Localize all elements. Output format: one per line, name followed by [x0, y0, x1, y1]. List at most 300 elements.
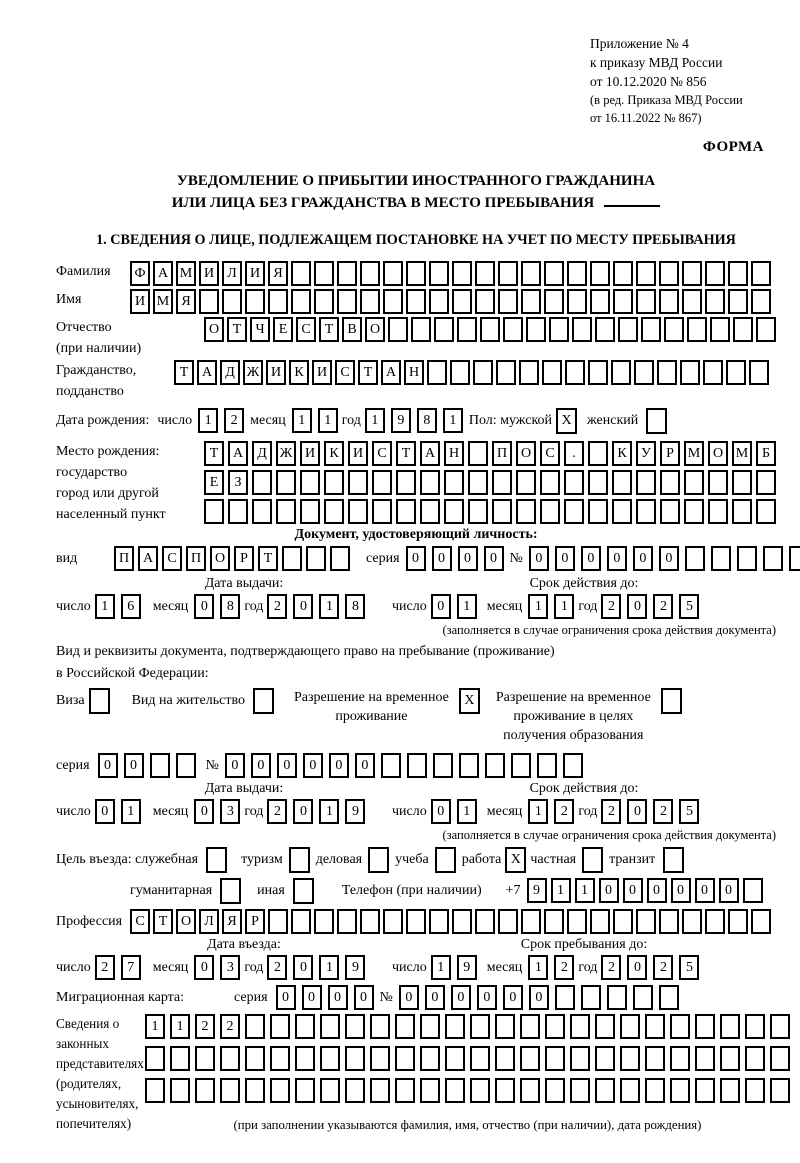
- char-cell[interactable]: С: [296, 317, 316, 342]
- char-cell[interactable]: 0: [225, 753, 245, 778]
- char-cell[interactable]: [751, 261, 771, 286]
- char-cell[interactable]: 1: [457, 799, 477, 824]
- char-cell[interactable]: [636, 909, 656, 934]
- char-cell[interactable]: [590, 261, 610, 286]
- char-cell[interactable]: [751, 909, 771, 934]
- char-cell[interactable]: [468, 470, 488, 495]
- char-cell[interactable]: 0: [302, 985, 322, 1010]
- char-cell[interactable]: [337, 909, 357, 934]
- char-cell[interactable]: 1: [365, 408, 385, 433]
- char-cell[interactable]: [511, 753, 531, 778]
- char-cell[interactable]: [245, 1014, 265, 1039]
- char-cell[interactable]: 0: [647, 878, 667, 903]
- char-cell[interactable]: 6: [121, 594, 141, 619]
- char-cell[interactable]: К: [324, 441, 344, 466]
- char-cell[interactable]: 0: [671, 878, 691, 903]
- char-cell[interactable]: [220, 1046, 240, 1071]
- char-cell[interactable]: Ч: [250, 317, 270, 342]
- residence-issue-month-cells[interactable]: [194, 799, 240, 824]
- char-cell[interactable]: [595, 317, 615, 342]
- char-cell[interactable]: С: [540, 441, 560, 466]
- char-cell[interactable]: [726, 360, 746, 385]
- residence-expiry-day-cells[interactable]: [431, 799, 477, 824]
- char-cell[interactable]: [498, 289, 518, 314]
- char-cell[interactable]: [314, 261, 334, 286]
- issue-day-cells[interactable]: [95, 594, 141, 619]
- purpose-business-checkbox[interactable]: [368, 847, 389, 873]
- char-cell[interactable]: [682, 261, 702, 286]
- char-cell[interactable]: П: [492, 441, 512, 466]
- doc-series-cells[interactable]: [406, 546, 504, 571]
- char-cell[interactable]: [703, 360, 723, 385]
- char-cell[interactable]: [388, 317, 408, 342]
- stay-day-cells[interactable]: [431, 955, 477, 980]
- char-cell[interactable]: О: [210, 546, 230, 571]
- purpose-work-checkbox[interactable]: X: [505, 847, 526, 873]
- char-cell[interactable]: Д: [252, 441, 272, 466]
- char-cell[interactable]: [220, 1078, 240, 1103]
- char-cell[interactable]: [680, 360, 700, 385]
- char-cell[interactable]: [612, 470, 632, 495]
- char-cell[interactable]: [445, 1014, 465, 1039]
- phone-cells[interactable]: [527, 878, 763, 903]
- char-cell[interactable]: [710, 317, 730, 342]
- char-cell[interactable]: [270, 1014, 290, 1039]
- char-cell[interactable]: Ф: [130, 261, 150, 286]
- char-cell[interactable]: Я: [222, 909, 242, 934]
- char-cell[interactable]: [276, 499, 296, 524]
- char-cell[interactable]: [636, 499, 656, 524]
- char-cell[interactable]: П: [186, 546, 206, 571]
- char-cell[interactable]: [588, 499, 608, 524]
- birth-place-cells-3[interactable]: [204, 499, 776, 524]
- residence-permit-checkbox[interactable]: [253, 688, 274, 714]
- char-cell[interactable]: С: [130, 909, 150, 934]
- char-cell[interactable]: 0: [484, 546, 504, 571]
- char-cell[interactable]: [728, 289, 748, 314]
- char-cell[interactable]: 0: [627, 594, 647, 619]
- char-cell[interactable]: [520, 1014, 540, 1039]
- char-cell[interactable]: 2: [267, 799, 287, 824]
- char-cell[interactable]: И: [300, 441, 320, 466]
- purpose-tourism-checkbox[interactable]: [289, 847, 310, 873]
- char-cell[interactable]: [450, 360, 470, 385]
- char-cell[interactable]: [406, 909, 426, 934]
- patronymic-cells[interactable]: [204, 317, 776, 342]
- char-cell[interactable]: [348, 499, 368, 524]
- char-cell[interactable]: А: [197, 360, 217, 385]
- char-cell[interactable]: Т: [396, 441, 416, 466]
- char-cell[interactable]: [337, 261, 357, 286]
- char-cell[interactable]: 0: [633, 546, 653, 571]
- purpose-private-checkbox[interactable]: [582, 847, 603, 873]
- char-cell[interactable]: [695, 1046, 715, 1071]
- char-cell[interactable]: 0: [627, 799, 647, 824]
- char-cell[interactable]: 0: [329, 753, 349, 778]
- char-cell[interactable]: [176, 753, 196, 778]
- char-cell[interactable]: 2: [601, 594, 621, 619]
- char-cell[interactable]: [682, 909, 702, 934]
- char-cell[interactable]: [519, 360, 539, 385]
- birth-month-cells[interactable]: [292, 408, 338, 433]
- char-cell[interactable]: [268, 909, 288, 934]
- char-cell[interactable]: [613, 261, 633, 286]
- temp-residence-edu-checkbox[interactable]: [661, 688, 682, 714]
- char-cell[interactable]: [521, 261, 541, 286]
- purpose-official-checkbox[interactable]: [206, 847, 227, 873]
- entry-month-cells[interactable]: [194, 955, 240, 980]
- char-cell[interactable]: Т: [258, 546, 278, 571]
- char-cell[interactable]: [372, 499, 392, 524]
- char-cell[interactable]: 0: [354, 985, 374, 1010]
- char-cell[interactable]: [659, 289, 679, 314]
- char-cell[interactable]: [695, 1078, 715, 1103]
- char-cell[interactable]: М: [732, 441, 752, 466]
- char-cell[interactable]: [170, 1046, 190, 1071]
- birth-day-cells[interactable]: [198, 408, 244, 433]
- char-cell[interactable]: [789, 546, 800, 571]
- char-cell[interactable]: К: [612, 441, 632, 466]
- char-cell[interactable]: [737, 546, 757, 571]
- char-cell[interactable]: [645, 1078, 665, 1103]
- char-cell[interactable]: 3: [220, 955, 240, 980]
- char-cell[interactable]: Л: [199, 909, 219, 934]
- char-cell[interactable]: 2: [220, 1014, 240, 1039]
- char-cell[interactable]: [620, 1014, 640, 1039]
- char-cell[interactable]: 0: [431, 594, 451, 619]
- char-cell[interactable]: [470, 1046, 490, 1071]
- char-cell[interactable]: [498, 261, 518, 286]
- char-cell[interactable]: [360, 289, 380, 314]
- char-cell[interactable]: 0: [251, 753, 271, 778]
- char-cell[interactable]: [545, 1078, 565, 1103]
- char-cell[interactable]: 1: [431, 955, 451, 980]
- char-cell[interactable]: 5: [679, 955, 699, 980]
- char-cell[interactable]: [470, 1014, 490, 1039]
- char-cell[interactable]: [537, 753, 557, 778]
- char-cell[interactable]: [199, 289, 219, 314]
- char-cell[interactable]: 1: [318, 408, 338, 433]
- char-cell[interactable]: [395, 1014, 415, 1039]
- char-cell[interactable]: И: [348, 441, 368, 466]
- char-cell[interactable]: 8: [220, 594, 240, 619]
- char-cell[interactable]: 1: [198, 408, 218, 433]
- char-cell[interactable]: В: [342, 317, 362, 342]
- char-cell[interactable]: [620, 1078, 640, 1103]
- char-cell[interactable]: 3: [220, 799, 240, 824]
- char-cell[interactable]: [545, 1014, 565, 1039]
- char-cell[interactable]: [732, 470, 752, 495]
- char-cell[interactable]: [204, 499, 224, 524]
- char-cell[interactable]: [452, 289, 472, 314]
- char-cell[interactable]: И: [245, 261, 265, 286]
- char-cell[interactable]: [567, 261, 587, 286]
- char-cell[interactable]: [222, 289, 242, 314]
- char-cell[interactable]: 0: [529, 546, 549, 571]
- char-cell[interactable]: [498, 909, 518, 934]
- char-cell[interactable]: 8: [345, 594, 365, 619]
- char-cell[interactable]: 9: [527, 878, 547, 903]
- char-cell[interactable]: [745, 1046, 765, 1071]
- char-cell[interactable]: 0: [277, 753, 297, 778]
- char-cell[interactable]: [542, 360, 562, 385]
- expiry-day-cells[interactable]: [431, 594, 477, 619]
- char-cell[interactable]: [705, 261, 725, 286]
- char-cell[interactable]: [145, 1046, 165, 1071]
- profession-cells[interactable]: [130, 909, 771, 934]
- char-cell[interactable]: [588, 360, 608, 385]
- char-cell[interactable]: Т: [174, 360, 194, 385]
- char-cell[interactable]: 0: [355, 753, 375, 778]
- char-cell[interactable]: О: [176, 909, 196, 934]
- char-cell[interactable]: [383, 289, 403, 314]
- char-cell[interactable]: [613, 909, 633, 934]
- char-cell[interactable]: С: [335, 360, 355, 385]
- char-cell[interactable]: [480, 317, 500, 342]
- char-cell[interactable]: С: [372, 441, 392, 466]
- char-cell[interactable]: 0: [293, 955, 313, 980]
- char-cell[interactable]: [636, 261, 656, 286]
- char-cell[interactable]: 1: [95, 594, 115, 619]
- char-cell[interactable]: 0: [529, 985, 549, 1010]
- char-cell[interactable]: М: [176, 261, 196, 286]
- char-cell[interactable]: [370, 1078, 390, 1103]
- char-cell[interactable]: 0: [623, 878, 643, 903]
- char-cell[interactable]: [291, 261, 311, 286]
- char-cell[interactable]: 2: [554, 799, 574, 824]
- char-cell[interactable]: А: [153, 261, 173, 286]
- stay-year-cells[interactable]: [601, 955, 699, 980]
- char-cell[interactable]: 1: [528, 594, 548, 619]
- residence-issue-day-cells[interactable]: [95, 799, 141, 824]
- purpose-study-checkbox[interactable]: [435, 847, 456, 873]
- char-cell[interactable]: Ж: [243, 360, 263, 385]
- char-cell[interactable]: [485, 753, 505, 778]
- char-cell[interactable]: 0: [431, 799, 451, 824]
- char-cell[interactable]: [495, 1014, 515, 1039]
- visa-checkbox[interactable]: [89, 688, 110, 714]
- representatives-cells-1[interactable]: [145, 1014, 790, 1039]
- char-cell[interactable]: [406, 289, 426, 314]
- char-cell[interactable]: [581, 985, 601, 1010]
- char-cell[interactable]: Б: [756, 441, 776, 466]
- char-cell[interactable]: 0: [503, 985, 523, 1010]
- char-cell[interactable]: [383, 261, 403, 286]
- char-cell[interactable]: [381, 753, 401, 778]
- expiry-month-cells[interactable]: [528, 594, 574, 619]
- char-cell[interactable]: [268, 289, 288, 314]
- char-cell[interactable]: А: [138, 546, 158, 571]
- migration-series-cells[interactable]: [276, 985, 374, 1010]
- char-cell[interactable]: [685, 546, 705, 571]
- char-cell[interactable]: [295, 1046, 315, 1071]
- char-cell[interactable]: О: [204, 317, 224, 342]
- char-cell[interactable]: 0: [98, 753, 118, 778]
- char-cell[interactable]: [770, 1014, 790, 1039]
- firstname-cells[interactable]: [130, 289, 771, 314]
- char-cell[interactable]: 5: [679, 799, 699, 824]
- char-cell[interactable]: [420, 470, 440, 495]
- char-cell[interactable]: [684, 470, 704, 495]
- char-cell[interactable]: 0: [695, 878, 715, 903]
- char-cell[interactable]: [324, 499, 344, 524]
- char-cell[interactable]: 1: [170, 1014, 190, 1039]
- char-cell[interactable]: [749, 360, 769, 385]
- purpose-transit-checkbox[interactable]: [663, 847, 684, 873]
- char-cell[interactable]: [521, 909, 541, 934]
- char-cell[interactable]: 2: [653, 594, 673, 619]
- char-cell[interactable]: [314, 909, 334, 934]
- char-cell[interactable]: [544, 289, 564, 314]
- char-cell[interactable]: 0: [293, 594, 313, 619]
- char-cell[interactable]: И: [266, 360, 286, 385]
- char-cell[interactable]: [633, 985, 653, 1010]
- char-cell[interactable]: Т: [153, 909, 173, 934]
- char-cell[interactable]: [170, 1078, 190, 1103]
- char-cell[interactable]: 1: [575, 878, 595, 903]
- char-cell[interactable]: Р: [234, 546, 254, 571]
- char-cell[interactable]: [396, 470, 416, 495]
- char-cell[interactable]: [452, 909, 472, 934]
- char-cell[interactable]: [330, 546, 350, 571]
- char-cell[interactable]: [337, 289, 357, 314]
- stay-month-cells[interactable]: [528, 955, 574, 980]
- char-cell[interactable]: [516, 499, 536, 524]
- char-cell[interactable]: 0: [432, 546, 452, 571]
- char-cell[interactable]: [728, 909, 748, 934]
- char-cell[interactable]: [720, 1046, 740, 1071]
- char-cell[interactable]: [570, 1014, 590, 1039]
- char-cell[interactable]: [492, 470, 512, 495]
- char-cell[interactable]: [570, 1046, 590, 1071]
- char-cell[interactable]: 2: [601, 799, 621, 824]
- char-cell[interactable]: [420, 499, 440, 524]
- issue-month-cells[interactable]: [194, 594, 240, 619]
- char-cell[interactable]: [228, 499, 248, 524]
- char-cell[interactable]: [245, 1046, 265, 1071]
- char-cell[interactable]: 2: [195, 1014, 215, 1039]
- char-cell[interactable]: [745, 1014, 765, 1039]
- char-cell[interactable]: [567, 289, 587, 314]
- char-cell[interactable]: [659, 909, 679, 934]
- char-cell[interactable]: [348, 470, 368, 495]
- surname-cells[interactable]: [130, 261, 771, 286]
- char-cell[interactable]: [564, 470, 584, 495]
- char-cell[interactable]: [372, 470, 392, 495]
- char-cell[interactable]: М: [153, 289, 173, 314]
- char-cell[interactable]: [641, 317, 661, 342]
- char-cell[interactable]: [634, 360, 654, 385]
- char-cell[interactable]: Л: [222, 261, 242, 286]
- char-cell[interactable]: [588, 441, 608, 466]
- char-cell[interactable]: 0: [124, 753, 144, 778]
- char-cell[interactable]: [324, 470, 344, 495]
- char-cell[interactable]: А: [420, 441, 440, 466]
- char-cell[interactable]: [445, 1078, 465, 1103]
- char-cell[interactable]: 0: [194, 594, 214, 619]
- char-cell[interactable]: 2: [653, 799, 673, 824]
- char-cell[interactable]: [516, 470, 536, 495]
- char-cell[interactable]: Е: [273, 317, 293, 342]
- char-cell[interactable]: [420, 1046, 440, 1071]
- char-cell[interactable]: [612, 499, 632, 524]
- temp-residence-checkbox[interactable]: X: [459, 688, 480, 714]
- char-cell[interactable]: 1: [319, 594, 339, 619]
- char-cell[interactable]: 8: [417, 408, 437, 433]
- char-cell[interactable]: [570, 1078, 590, 1103]
- char-cell[interactable]: [659, 985, 679, 1010]
- char-cell[interactable]: [544, 909, 564, 934]
- char-cell[interactable]: [145, 1078, 165, 1103]
- entry-day-cells[interactable]: [95, 955, 141, 980]
- char-cell[interactable]: Т: [204, 441, 224, 466]
- char-cell[interactable]: [595, 1078, 615, 1103]
- char-cell[interactable]: [459, 753, 479, 778]
- char-cell[interactable]: [756, 317, 776, 342]
- char-cell[interactable]: [770, 1078, 790, 1103]
- char-cell[interactable]: Н: [444, 441, 464, 466]
- char-cell[interactable]: .: [564, 441, 584, 466]
- birth-year-cells[interactable]: [365, 408, 463, 433]
- char-cell[interactable]: [733, 317, 753, 342]
- char-cell[interactable]: И: [199, 261, 219, 286]
- char-cell[interactable]: Р: [245, 909, 265, 934]
- char-cell[interactable]: [495, 1078, 515, 1103]
- char-cell[interactable]: [520, 1078, 540, 1103]
- char-cell[interactable]: 0: [627, 955, 647, 980]
- char-cell[interactable]: [475, 909, 495, 934]
- char-cell[interactable]: И: [130, 289, 150, 314]
- purpose-other-checkbox[interactable]: [293, 878, 314, 904]
- char-cell[interactable]: [708, 470, 728, 495]
- char-cell[interactable]: [470, 1078, 490, 1103]
- char-cell[interactable]: [660, 470, 680, 495]
- char-cell[interactable]: [705, 909, 725, 934]
- representatives-cells-3[interactable]: [145, 1078, 790, 1103]
- char-cell[interactable]: [370, 1014, 390, 1039]
- birth-place-cells-1[interactable]: [204, 441, 776, 466]
- char-cell[interactable]: [728, 261, 748, 286]
- char-cell[interactable]: [420, 1078, 440, 1103]
- char-cell[interactable]: [687, 317, 707, 342]
- char-cell[interactable]: [396, 499, 416, 524]
- char-cell[interactable]: [245, 289, 265, 314]
- char-cell[interactable]: [195, 1078, 215, 1103]
- char-cell[interactable]: О: [516, 441, 536, 466]
- char-cell[interactable]: 1: [457, 594, 477, 619]
- char-cell[interactable]: [245, 1078, 265, 1103]
- char-cell[interactable]: [433, 753, 453, 778]
- char-cell[interactable]: [595, 1014, 615, 1039]
- char-cell[interactable]: 0: [425, 985, 445, 1010]
- char-cell[interactable]: Я: [268, 261, 288, 286]
- char-cell[interactable]: [503, 317, 523, 342]
- char-cell[interactable]: Я: [176, 289, 196, 314]
- char-cell[interactable]: Т: [227, 317, 247, 342]
- char-cell[interactable]: 9: [391, 408, 411, 433]
- char-cell[interactable]: [195, 1046, 215, 1071]
- char-cell[interactable]: [565, 360, 585, 385]
- char-cell[interactable]: [540, 499, 560, 524]
- char-cell[interactable]: [607, 985, 627, 1010]
- char-cell[interactable]: [743, 878, 763, 903]
- char-cell[interactable]: [595, 1046, 615, 1071]
- sex-male-checkbox[interactable]: X: [556, 408, 577, 434]
- char-cell[interactable]: 0: [458, 546, 478, 571]
- char-cell[interactable]: [300, 470, 320, 495]
- char-cell[interactable]: Т: [358, 360, 378, 385]
- char-cell[interactable]: [407, 753, 427, 778]
